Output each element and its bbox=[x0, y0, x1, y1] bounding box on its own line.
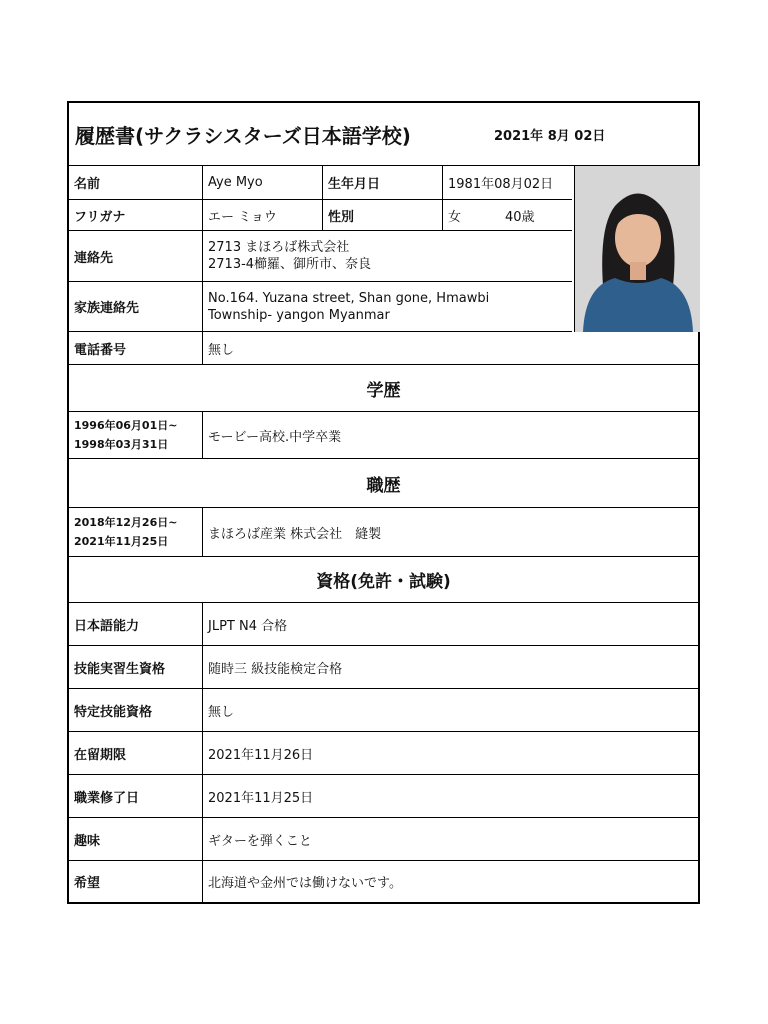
residence-limit-value: 2021年11月26日 bbox=[202, 732, 698, 774]
name-label: 名前 bbox=[74, 177, 101, 192]
birth-label: 生年月日 bbox=[322, 166, 442, 199]
qualification-row bbox=[69, 646, 698, 689]
phone-row bbox=[69, 332, 698, 365]
portrait-photo bbox=[574, 166, 700, 332]
contact-value bbox=[202, 231, 572, 281]
work-date-from: 2018年12月26日~ bbox=[74, 516, 178, 529]
completion-date-label: 職業修了日 bbox=[74, 790, 140, 806]
gender-value: 女 bbox=[448, 209, 462, 225]
education-entry: モービー高校.中学卒業 bbox=[202, 412, 698, 458]
japanese-ability-label: 日本語能力 bbox=[74, 618, 140, 634]
contact-line-1: 2713 まほろば株式会社 bbox=[208, 240, 350, 255]
furigana-value: エー ミョウ bbox=[202, 200, 322, 230]
page-title: 履歴書(サクラシスターズ日本語学校) bbox=[75, 123, 411, 148]
wish-value: 北海道や金州では働けないです。 bbox=[202, 861, 698, 902]
title-row bbox=[69, 103, 698, 166]
education-heading: 学歴 bbox=[69, 365, 698, 412]
family-contact-row bbox=[69, 282, 572, 332]
document-date: 2021年 8月 02日 bbox=[494, 128, 606, 144]
work-date-to: 2021年11月25日 bbox=[74, 535, 169, 548]
work-entry: まほろば産業 株式会社 縫製 bbox=[202, 508, 698, 556]
specified-skill-label: 特定技能資格 bbox=[74, 704, 153, 720]
contact-line-2: 2713-4櫛羅、御所市、奈良 bbox=[208, 257, 372, 272]
education-date-to: 1998年03月31日 bbox=[74, 438, 169, 451]
name-row bbox=[69, 166, 572, 200]
education-date-from: 1996年06月01日~ bbox=[74, 419, 178, 432]
education-dates bbox=[69, 412, 202, 458]
specified-skill-value: 無し bbox=[202, 689, 698, 731]
qualification-row bbox=[69, 603, 698, 646]
qualification-row bbox=[69, 775, 698, 818]
family-line-2: Township- yangon Myanmar bbox=[208, 307, 390, 323]
phone-label: 電話番号 bbox=[74, 342, 127, 358]
work-heading: 職歴 bbox=[69, 459, 698, 508]
phone-value: 無し bbox=[202, 332, 698, 364]
completion-date-value: 2021年11月25日 bbox=[202, 775, 698, 817]
hobby-value: ギターを弾くこと bbox=[202, 818, 698, 860]
qualification-row bbox=[69, 732, 698, 775]
qualifications-heading: 資格(免許・試験) bbox=[69, 557, 698, 603]
family-contact-label: 家族連絡先 bbox=[74, 301, 140, 316]
name-value: Aye Myo bbox=[202, 166, 322, 199]
trainee-qualification-label: 技能実習生資格 bbox=[74, 661, 166, 677]
furigana-label: フリガナ bbox=[74, 209, 126, 225]
resume-sheet bbox=[67, 101, 700, 904]
furigana-row bbox=[69, 200, 572, 231]
birth-value: 1981年08月02日 bbox=[442, 166, 574, 199]
contact-label: 連絡先 bbox=[74, 250, 114, 266]
work-row bbox=[69, 508, 698, 557]
gender-label: 性別 bbox=[322, 200, 442, 230]
portrait-image bbox=[575, 166, 700, 332]
family-contact-value bbox=[202, 282, 572, 331]
qualification-row bbox=[69, 861, 698, 902]
hobby-label: 趣味 bbox=[74, 833, 101, 849]
qualification-row bbox=[69, 689, 698, 732]
wish-label: 希望 bbox=[74, 876, 101, 891]
education-row bbox=[69, 412, 698, 459]
contact-row bbox=[69, 231, 572, 282]
trainee-qualification-value: 随時三 級技能検定合格 bbox=[202, 646, 698, 688]
family-line-1: No.164. Yuzana street, Shan gone, Hmawbi bbox=[208, 290, 490, 306]
age-value: 40歳 bbox=[505, 209, 535, 225]
japanese-ability-value: JLPT N4 合格 bbox=[202, 603, 698, 645]
qualification-row bbox=[69, 818, 698, 861]
work-dates bbox=[69, 508, 202, 556]
gender-age-cell bbox=[442, 200, 574, 230]
residence-limit-label: 在留期限 bbox=[74, 747, 127, 763]
